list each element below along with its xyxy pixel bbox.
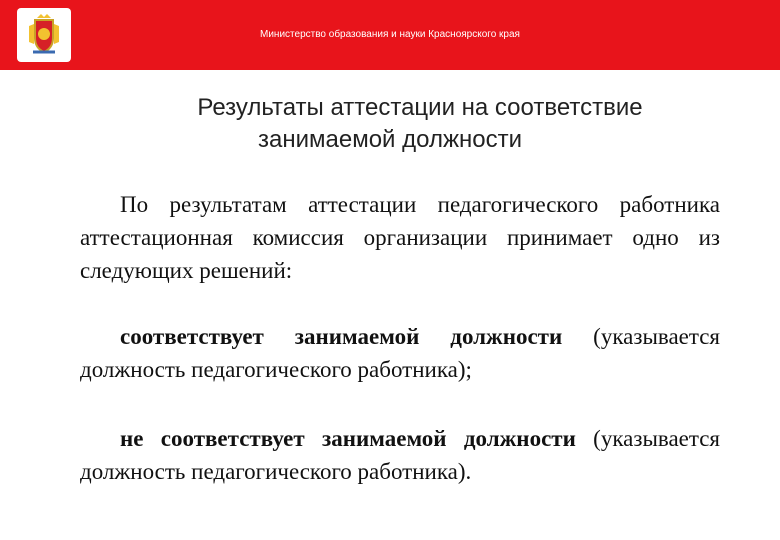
header-band (0, 0, 780, 70)
slide-title-line-2: занимаемой должности (257, 126, 522, 153)
slide-title-line-1: Результаты аттестации на соответствие (197, 94, 643, 121)
decision-option-2-note: (указывается должность педагогического работника). (80, 426, 720, 484)
decision-option-1-note: (указывается должность педагогического работника); (80, 324, 720, 382)
decision-option-1 (80, 320, 720, 386)
decision-option-1-label: соответствует занимаемой должности (120, 324, 563, 349)
decision-option-2 (80, 422, 720, 488)
decision-option-2-label: не соответствует занимаемой должности (120, 426, 576, 451)
ministry-name: Министерство образования и науки Красноярского края (260, 29, 520, 40)
slide-title (60, 92, 780, 156)
intro-paragraph: По результатам аттестации педагогического работника аттестационная комиссия организации принимает одно из следующих решений: (80, 192, 720, 283)
